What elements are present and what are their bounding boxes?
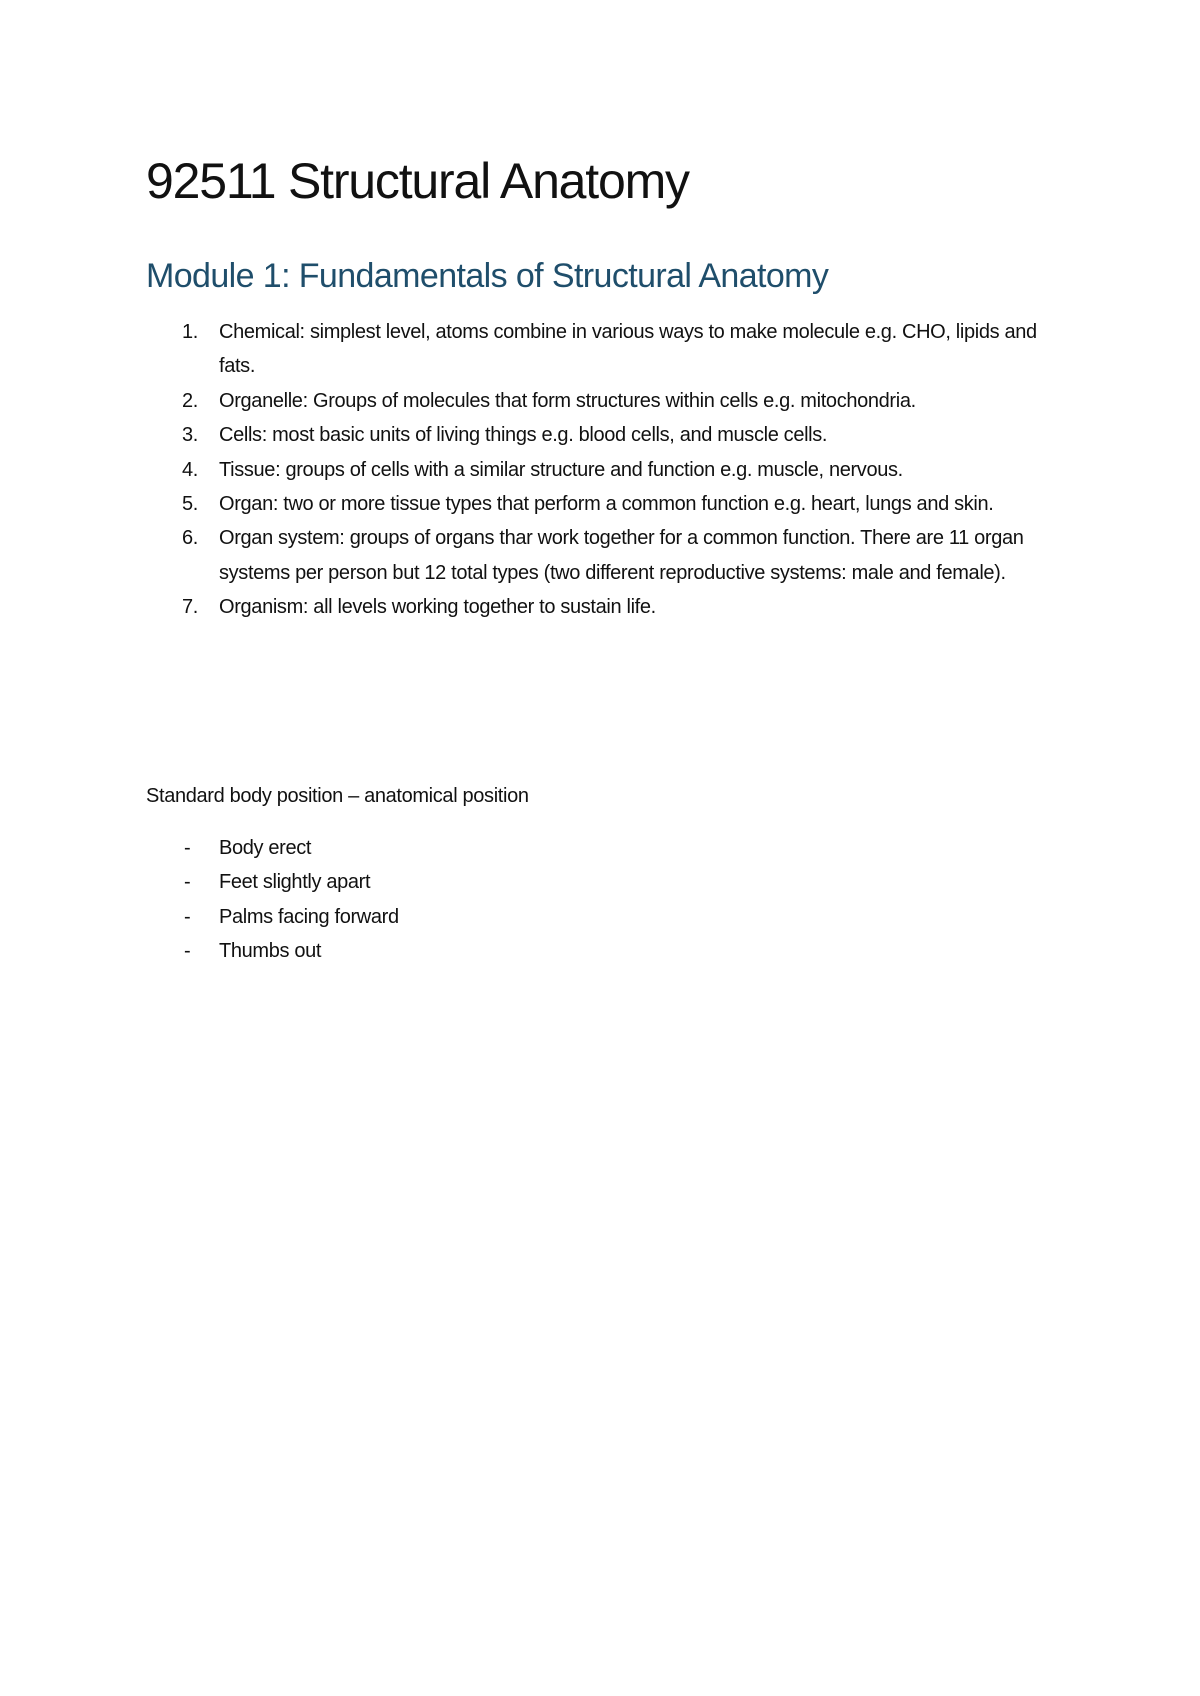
list-item [146, 865, 1046, 899]
dash-bullet: - [184, 837, 191, 859]
list-item-number: 1. [182, 321, 198, 343]
list-item-text: Chemical: simplest level, atoms combine in various ways to make molecule e.g. CHO, lipids and fats. [219, 321, 1037, 378]
list-item [146, 934, 1046, 968]
list-item-text: Cells: most basic units of living things e.g. blood cells, and muscle cells. [219, 424, 828, 447]
list-item-text: Organelle: Groups of molecules that form structures within cells e.g. mitochondria. [219, 389, 916, 412]
list-item-number: 4. [182, 458, 198, 481]
list-item-text: Body erect [219, 837, 312, 859]
list-item-text: Thumbs out [219, 940, 322, 963]
anatomical-position-label: Standard body position – anatomical position [146, 785, 529, 807]
list-item [146, 900, 1046, 934]
anatomical-position-list [146, 831, 1046, 969]
dash-bullet: - [184, 905, 191, 928]
list-item [146, 590, 1066, 624]
list-item-number: 3. [182, 424, 198, 447]
list-item-text: Organism: all levels working together to sustain life. [219, 596, 656, 619]
list-item-number: 5. [182, 493, 198, 516]
list-item [146, 418, 1066, 452]
list-item-number: 7. [182, 596, 198, 619]
dash-bullet: - [184, 871, 191, 894]
list-item-text: Palms facing forward [219, 905, 399, 928]
list-item-number: 2. [182, 389, 198, 412]
levels-of-organization-list [146, 315, 1066, 625]
module-heading: Module 1: Fundamentals of Structural Anatomy [146, 257, 829, 295]
list-item [146, 315, 1066, 384]
list-item [146, 487, 1066, 521]
list-item [146, 453, 1066, 487]
list-item-text: Feet slightly apart [219, 871, 371, 894]
list-item-text: Organ system: groups of organs thar work together for a common function. There are 11 organ systems per person but 12 total types (two different reproductive systems: male and female). [219, 527, 1024, 584]
list-item-text: Organ: two or more tissue types that perform a common function e.g. heart, lungs and skin. [219, 493, 994, 516]
list-item [146, 831, 1046, 865]
list-item [146, 521, 1066, 590]
page-title: 92511 Structural Anatomy [146, 153, 689, 209]
list-item-text: Tissue: groups of cells with a similar structure and function e.g. muscle, nervous. [219, 458, 903, 481]
list-item [146, 384, 1066, 418]
dash-bullet: - [184, 940, 191, 963]
list-item-number: 6. [182, 527, 198, 550]
